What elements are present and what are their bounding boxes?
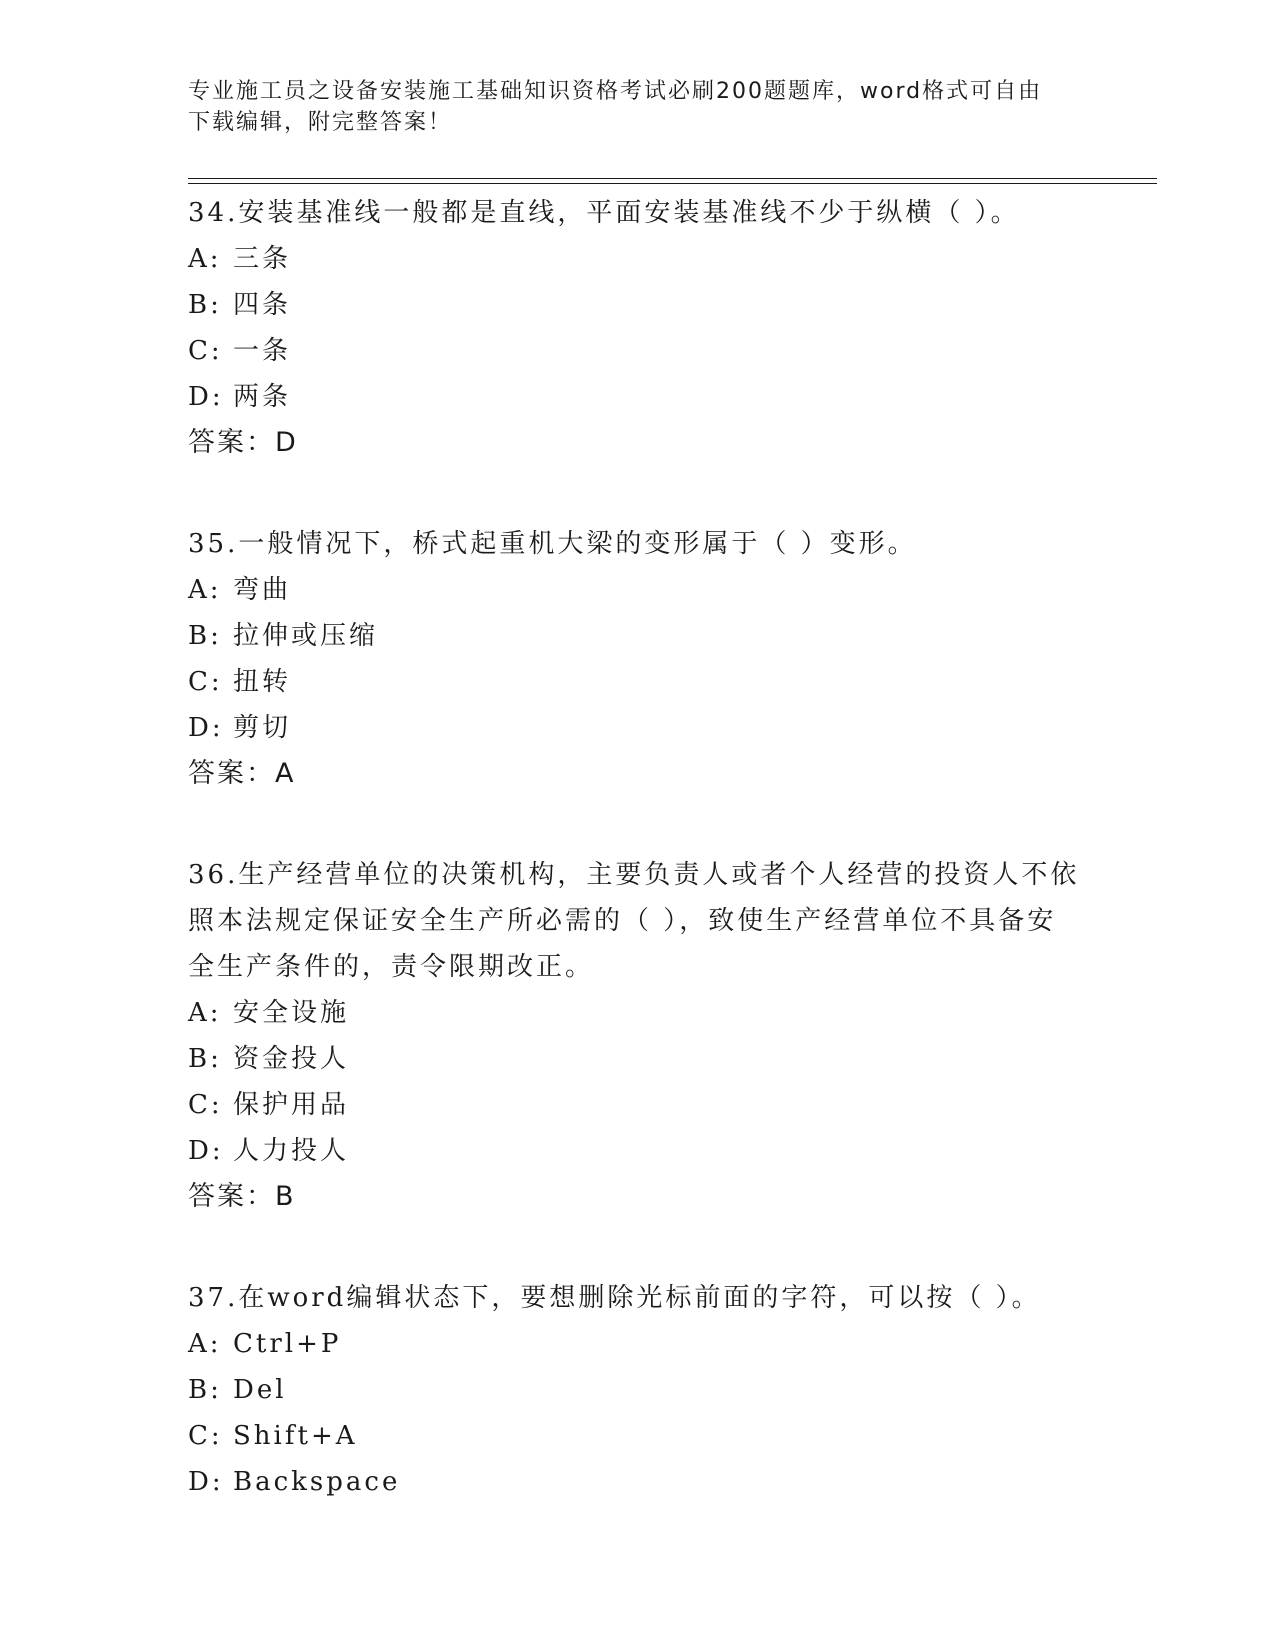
document-header (188, 76, 1068, 138)
question-stem: 35.一般情况下，桥式起重机大梁的变形属于（ ）变形。 (188, 529, 917, 559)
option-a (188, 990, 1088, 1036)
option-d (188, 374, 1088, 420)
option-d (188, 1459, 1088, 1505)
option-label: B: (188, 1044, 222, 1074)
option-text: Ctrl+P (233, 1329, 342, 1359)
option-text: 一条 (233, 336, 292, 366)
option-label: D: (188, 1467, 224, 1497)
option-label: A: (188, 575, 222, 605)
option-text: 安全设施 (233, 998, 350, 1028)
option-label: D: (188, 382, 224, 412)
option-text: 拉伸或压缩 (233, 621, 379, 651)
option-text: 两条 (233, 382, 292, 412)
header-divider-bottom (188, 183, 1157, 184)
question-list (188, 190, 1088, 1505)
option-a (188, 1321, 1088, 1367)
option-a (188, 236, 1088, 282)
option-text: 保护用品 (233, 1090, 350, 1120)
option-label: D: (188, 1136, 224, 1166)
question-stem: 34.安装基准线一般都是直线，平面安装基准线不少于纵横（ ）。 (188, 198, 1020, 228)
question-stem-line-3: 全生产条件的，责令限期改正。 (188, 952, 595, 982)
question-35 (188, 521, 1088, 797)
question-stem-line-2: 照本法规定保证安全生产所必需的（ ），致使生产经营单位不具备安 (188, 906, 1057, 936)
option-label: C: (188, 667, 223, 697)
option-label: C: (188, 336, 223, 366)
option-label: C: (188, 1421, 223, 1451)
option-b (188, 1036, 1088, 1082)
option-text: Del (233, 1375, 287, 1405)
option-label: B: (188, 1375, 222, 1405)
option-c (188, 1082, 1088, 1128)
option-b (188, 1367, 1088, 1413)
option-text: Shift+A (233, 1421, 358, 1451)
option-c (188, 659, 1088, 705)
option-label: D: (188, 713, 224, 743)
question-stem-line-1: 36.生产经营单位的决策机构，主要负责人或者个人经营的投资人不依 (188, 860, 1080, 890)
question-34 (188, 190, 1088, 466)
answer-line: 答案：D (188, 427, 298, 458)
option-label: B: (188, 621, 222, 651)
option-text: 剪切 (233, 713, 292, 743)
header-divider-top (188, 178, 1157, 179)
option-text: 资金投人 (233, 1044, 350, 1074)
option-text: 弯曲 (233, 575, 292, 605)
option-label: A: (188, 998, 222, 1028)
option-text: 扭转 (233, 667, 292, 697)
header-line-1: 专业施工员之设备安装施工基础知识资格考试必刷200题题库，word格式可自由 (188, 79, 1043, 104)
question-stem: 37.在word编辑状态下，要想删除光标前面的字符，可以按（ ）。 (188, 1283, 1041, 1313)
question-37 (188, 1275, 1088, 1505)
option-b (188, 613, 1088, 659)
option-c (188, 1413, 1088, 1459)
answer-line: 答案：A (188, 758, 296, 789)
option-d (188, 705, 1088, 751)
header-line-2: 下载编辑，附完整答案！ (188, 110, 453, 135)
option-text: 三条 (233, 244, 292, 274)
option-label: C: (188, 1090, 223, 1120)
answer-line: 答案：B (188, 1181, 296, 1212)
option-label: A: (188, 1329, 222, 1359)
option-text: 人力投人 (233, 1136, 350, 1166)
option-d (188, 1128, 1088, 1174)
option-b (188, 282, 1088, 328)
option-a (188, 567, 1088, 613)
option-text: 四条 (233, 290, 292, 320)
option-c (188, 328, 1088, 374)
option-label: B: (188, 290, 222, 320)
option-label: A: (188, 244, 222, 274)
question-36 (188, 852, 1088, 1220)
option-text: Backspace (233, 1467, 401, 1497)
